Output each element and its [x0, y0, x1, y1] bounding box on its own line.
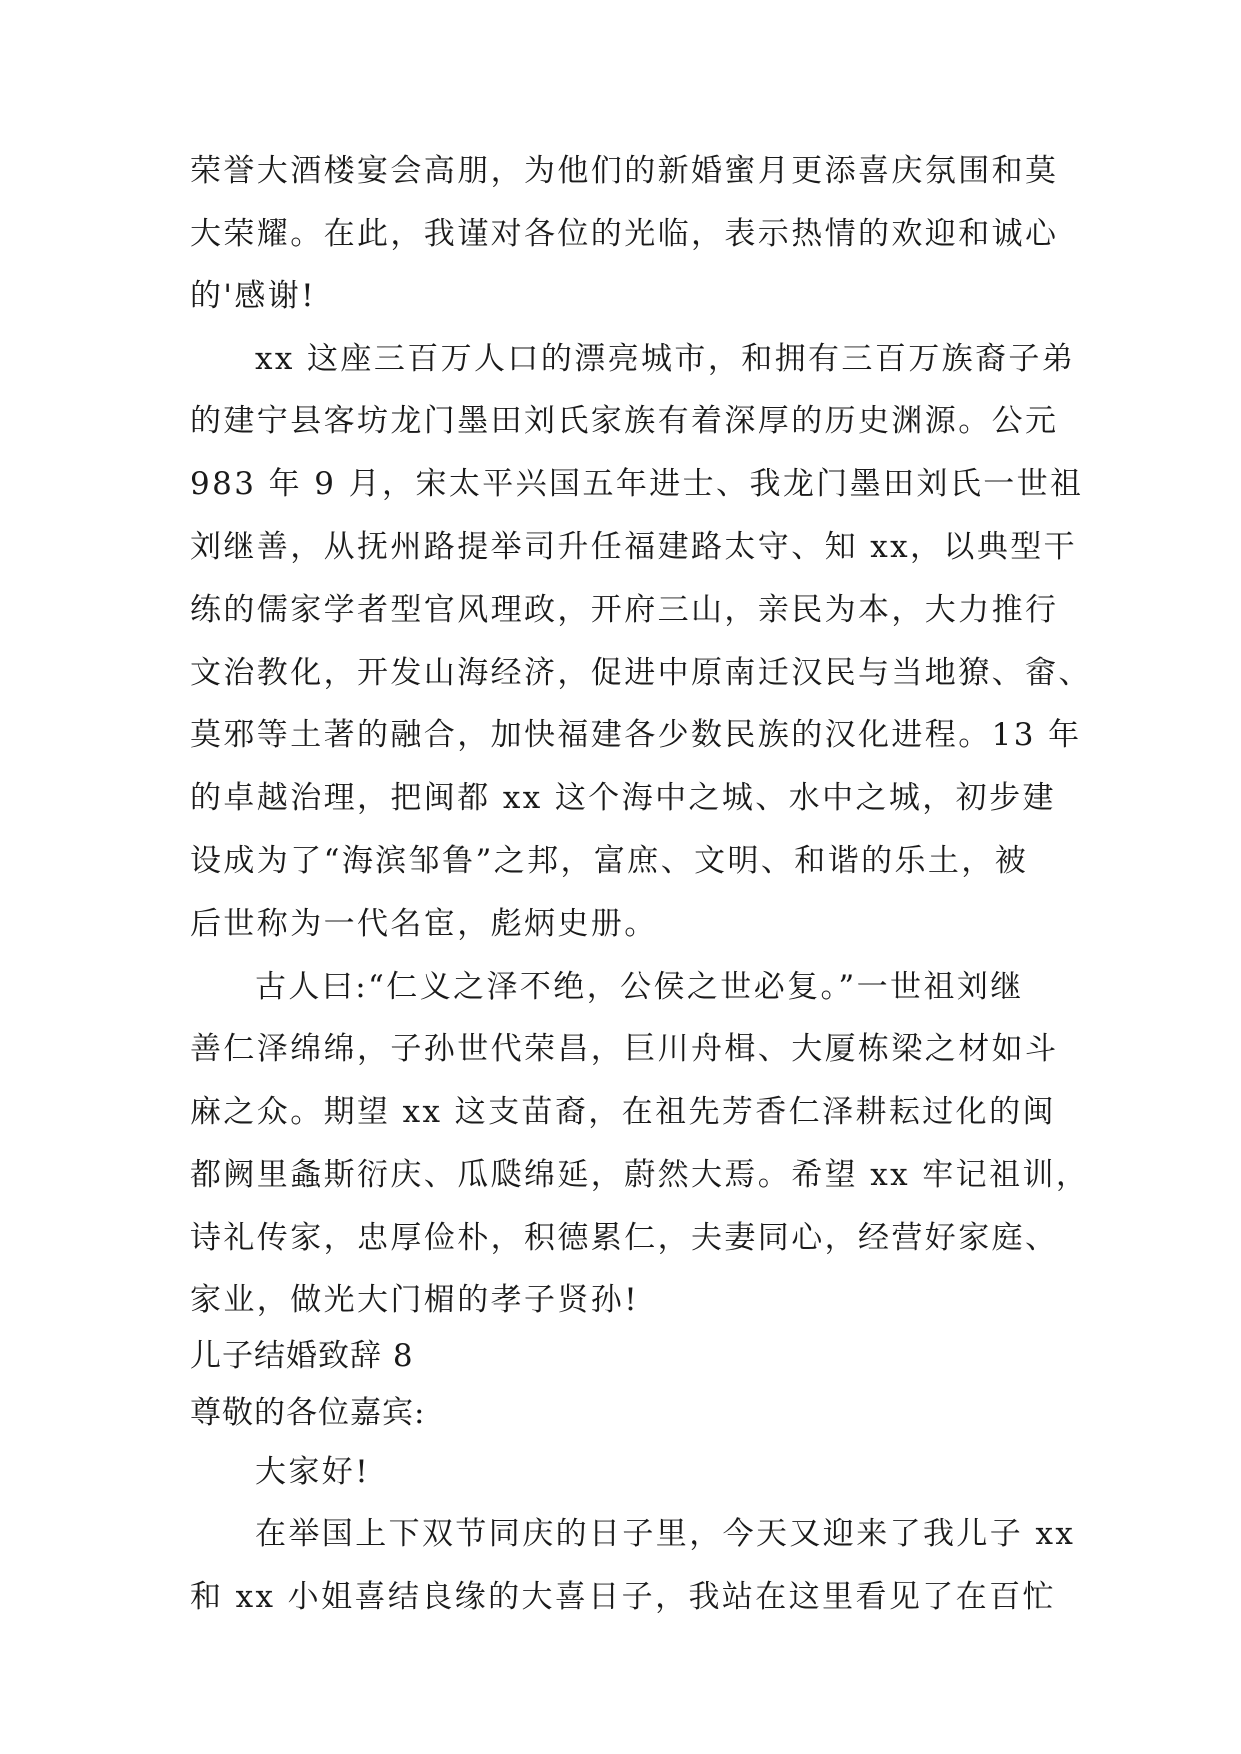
- paragraph-line: 后世称为一代名宦，彪炳史册。: [190, 906, 658, 942]
- paragraph-line: 的建宁县客坊龙门墨田刘氏家族有着深厚的历史渊源。公元: [190, 403, 1059, 439]
- paragraph-line: xx 这座三百万人口的漂亮城市，和拥有三百万族裔子弟: [255, 341, 1076, 377]
- paragraph-line: 古人曰:“仁义之泽不绝，公侯之世必复。”一世祖刘继: [255, 969, 1024, 1005]
- paragraph-line: 刘继善，从抚州路提举司升任福建路太守、知 xx，以典型干: [190, 529, 1078, 565]
- salutation: 尊敬的各位嘉宾:: [190, 1395, 426, 1431]
- section-heading: 儿子结婚致辞 8: [190, 1338, 414, 1374]
- paragraph-line: 和 xx 小姐喜结良缘的大喜日子，我站在这里看见了在百忙: [190, 1579, 1056, 1615]
- paragraph-line: 荣誉大酒楼宴会高朋，为他们的新婚蜜月更添喜庆氛围和莫: [190, 153, 1059, 189]
- paragraph-line: 大荣耀。在此，我谨对各位的光临，表示热情的欢迎和诚心: [190, 216, 1059, 252]
- paragraph-line: 的卓越治理，把闽都 xx 这个海中之城、水中之城，初步建: [190, 780, 1056, 816]
- greeting: 大家好!: [255, 1454, 371, 1490]
- paragraph-line: 文治教化，开发山海经济，促进中原南迁汉民与当地獠、畲、: [190, 655, 1092, 691]
- paragraph-line: 练的儒家学者型官风理政，开府三山，亲民为本，大力推行: [190, 592, 1059, 628]
- paragraph-line: 在举国上下双节同庆的日子里，今天又迎来了我儿子 xx: [255, 1516, 1076, 1552]
- paragraph-line: 都阙里螽斯衍庆、瓜瓞绵延，蔚然大焉。希望 xx 牢记祖训，: [190, 1157, 1090, 1193]
- paragraph-line: 莫邪等土著的融合，加快福建各少数民族的汉化进程。13 年: [190, 717, 1082, 753]
- paragraph-line: 家业，做光大门楣的孝子贤孙!: [190, 1282, 640, 1318]
- paragraph-line: 麻之众。期望 xx 这支苗裔，在祖先芳香仁泽耕耘过化的闽: [190, 1094, 1056, 1130]
- paragraph-line: 善仁泽绵绵，子孙世代荣昌，巨川舟楫、大厦栋梁之材如斗: [190, 1031, 1059, 1067]
- paragraph-line: 设成为了“海滨邹鲁”之邦，富庶、文明、和谐的乐土，被: [190, 843, 1029, 879]
- paragraph-line: 983 年 9 月，宋太平兴国五年进士、我龙门墨田刘氏一世祖: [190, 466, 1084, 502]
- paragraph-line: 诗礼传家，忠厚俭朴，积德累仁，夫妻同心，经营好家庭、: [190, 1220, 1059, 1256]
- paragraph-line: 的'感谢!: [190, 278, 316, 314]
